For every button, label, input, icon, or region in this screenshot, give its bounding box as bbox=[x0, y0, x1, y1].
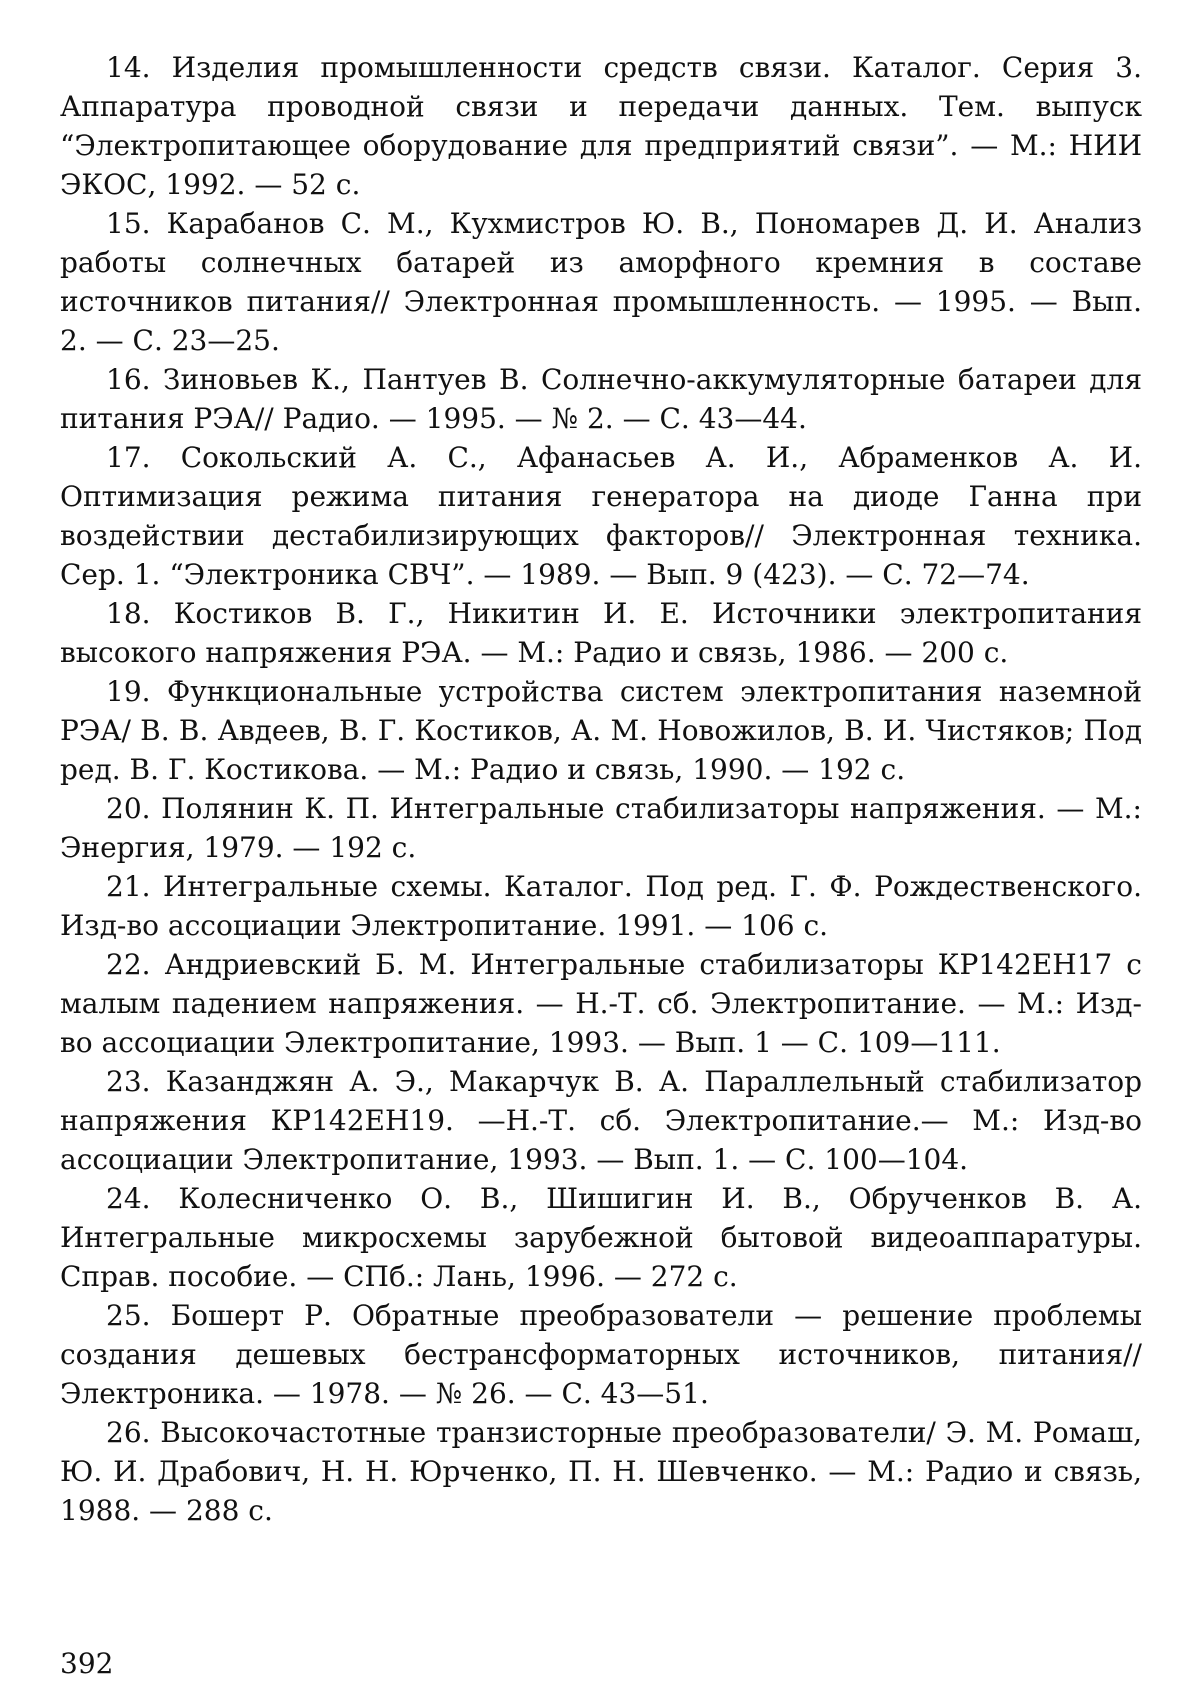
reference-item-19: 19. Функциональные устройства систем электропитания наземной РЭА/ В. В. Авдеев, В. Г. Костиков, А. М. Новожилов, В. И. Чистяков; Под ред. В. Г. Костикова. — М.: Радио и связь, 1990. — 192 с. bbox=[60, 675, 1142, 786]
reference-item-26: 26. Высокочастотные транзисторные преобразователи/ Э. М. Ромаш, Ю. И. Драбович, Н. Н. Юрченко, П. Н. Шевченко. — М.: Радио и связь, 1988. — 288 с. bbox=[60, 1416, 1142, 1527]
reference-item-22: 22. Андриевский Б. М. Интегральные стабилизаторы КР142ЕН17 с малым падением напряжения. — Н.-Т. сб. Электропитание. — М.: Изд-во ассоциации Электропитание, 1993. — Вып. 1 — С. 109—111. bbox=[60, 948, 1142, 1059]
reference-item-24: 24. Колесниченко О. В., Шишигин И. В., Обрученков В. А. Интегральные микросхемы зарубежной бытовой видеоаппаратуры. Справ. пособие. — СПб.: Лань, 1996. — 272 с. bbox=[60, 1182, 1142, 1293]
reference-item-17: 17. Сокольский А. С., Афанасьев А. И., Абраменков А. И. Оптимизация режима питания генератора на диоде Ганна при воздействии дестабилизирующих факторов// Электронная техника. Сер. 1. “Электроника СВЧ”. — 1989. — Вып. 9 (423). — С. 72—74. bbox=[60, 441, 1142, 591]
reference-list bbox=[60, 48, 1142, 1530]
reference-item-21: 21. Интегральные схемы. Каталог. Под ред. Г. Ф. Рождественского. Изд-во ассоциации Электропитание. 1991. — 106 с. bbox=[60, 870, 1142, 942]
reference-item-15: 15. Карабанов С. М., Кухмистров Ю. В., Пономарев Д. И. Анализ работы солнечных батарей из аморфного кремния в составе источников питания// Электронная промышленность. — 1995. — Вып. 2. — С. 23—25. bbox=[60, 207, 1142, 357]
reference-item-16: 16. Зиновьев К., Пантуев В. Солнечно-аккумуляторные батареи для питания РЭА// Радио. — 1995. — № 2. — С. 43—44. bbox=[60, 363, 1142, 435]
reference-item-25: 25. Бошерт Р. Обратные преобразователи — решение проблемы создания дешевых бестрансформаторных источников, питания// Электроника. — 1978. — № 26. — С. 43—51. bbox=[60, 1299, 1142, 1410]
reference-item-23: 23. Казанджян А. Э., Макарчук В. А. Параллельный стабилизатор напряжения КР142ЕН19. —Н.-Т. сб. Электропитание.— М.: Изд-во ассоциации Электропитание, 1993. — Вып. 1. — С. 100—104. bbox=[60, 1065, 1142, 1176]
reference-item-18: 18. Костиков В. Г., Никитин И. Е. Источники электропитания высокого напряжения РЭА. — М.: Радио и связь, 1986. — 200 с. bbox=[60, 597, 1142, 669]
reference-item-14: 14. Изделия промышленности средств связи. Каталог. Серия 3. Аппаратура проводной связи и передачи данных. Тем. выпуск “Электропитающее оборудование для предприятий связи”. — М.: НИИ ЭКОС, 1992. — 52 с. bbox=[60, 51, 1142, 201]
reference-item-20: 20. Полянин К. П. Интегральные стабилизаторы напряжения. — М.: Энергия, 1979. — 192 с. bbox=[60, 792, 1142, 864]
page-number: 392 bbox=[60, 1647, 114, 1680]
